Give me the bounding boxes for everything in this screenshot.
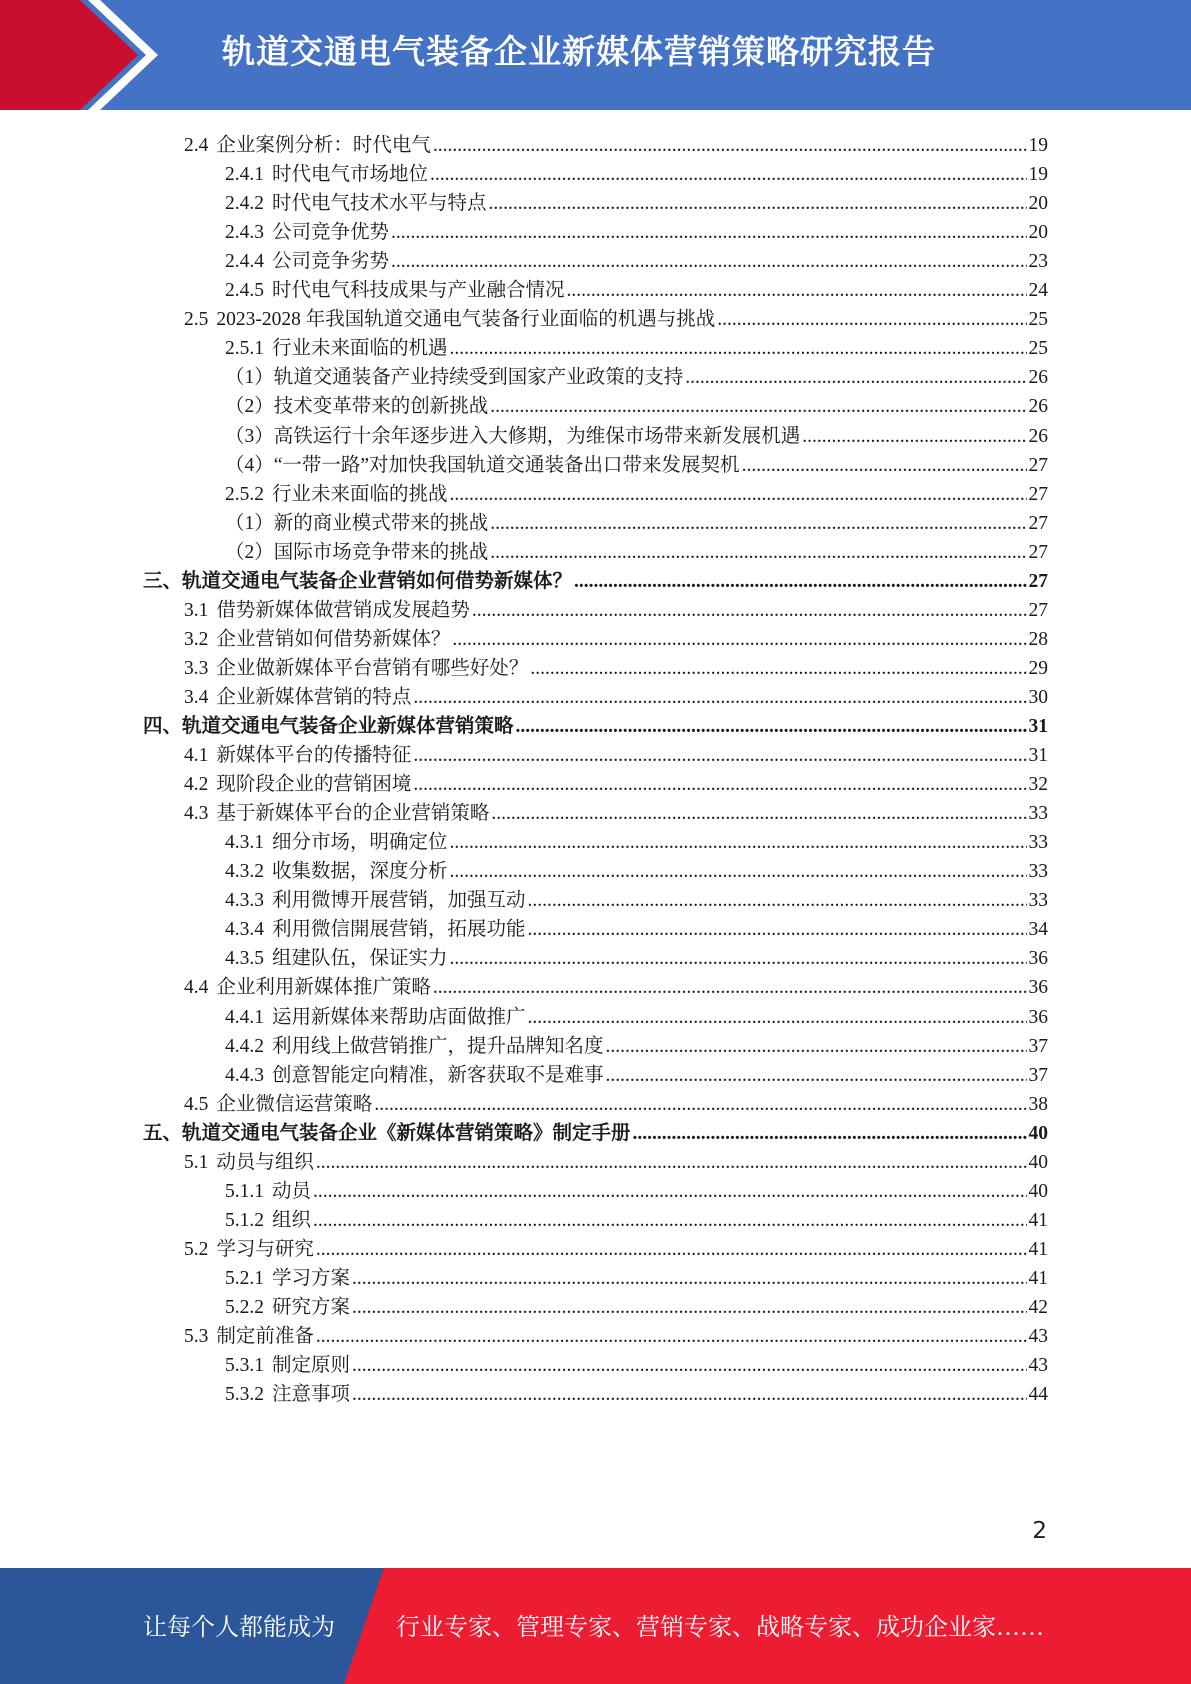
toc-entry[interactable]: [225, 388, 1048, 419]
toc-entry-page: 38: [1028, 1093, 1048, 1115]
toc-dot-leader: [802, 425, 1026, 449]
page-number: 2: [1032, 1518, 1047, 1544]
toc-entry-number: 4.3.5: [225, 948, 264, 970]
toc-entry-page: 27: [1028, 483, 1048, 505]
toc-entry-title: 利用线上做营销推广，提升品牌知名度: [272, 1035, 604, 1057]
toc-entry-title: 基于新媒体平台的企业营销策略: [216, 803, 490, 825]
toc-entry-number: 5.3.1: [225, 1355, 264, 1377]
toc-entry-number: 4.4.1: [225, 1006, 264, 1028]
toc-entry-page: 26: [1028, 396, 1048, 418]
toc-entry[interactable]: [225, 1289, 1048, 1320]
toc-entry-number: 3.2: [184, 628, 209, 650]
toc-entry-page: 40: [1028, 1151, 1048, 1173]
toc-entry-title: 制定前准备: [216, 1326, 314, 1348]
toc-entry[interactable]: [184, 592, 1048, 623]
toc-entry[interactable]: [225, 1260, 1048, 1291]
toc-entry-number: 2.4.1: [225, 164, 264, 186]
toc-entry[interactable]: [225, 214, 1048, 245]
toc-entry-page: 37: [1028, 1035, 1048, 1057]
toc-dot-leader: [413, 773, 1026, 797]
toc-entry-title: 创意智能定向精准，新客获取不是难事: [272, 1064, 604, 1086]
toc-dot-leader: [489, 192, 1027, 216]
toc-entry-title: 学习方案: [272, 1267, 351, 1289]
toc-dot-leader: [313, 1209, 1026, 1233]
toc-entry-number: 四、: [143, 716, 183, 737]
toc-entry-title: 运用新媒体来帮助店面做推广: [272, 1006, 526, 1028]
toc-entry[interactable]: [184, 1231, 1048, 1262]
toc-entry-title: 注意事项: [272, 1384, 351, 1406]
toc-entry[interactable]: [225, 824, 1048, 855]
toc-entry[interactable]: [225, 505, 1048, 536]
toc-entry-page: 27: [1028, 454, 1048, 476]
toc-entry[interactable]: [225, 853, 1048, 884]
toc-entry-title: 公司竞争优势: [272, 222, 390, 244]
toc-dot-leader: [352, 1383, 1026, 1407]
toc-entry-title: 时代电气市场地位: [272, 164, 429, 186]
toc-entry-title: 轨道交通电气装备企业新媒体营销策略: [182, 716, 514, 737]
toc-dot-leader: [490, 541, 1026, 565]
report-title: 轨道交通电气装备企业新媒体营销策略研究报告: [222, 32, 936, 71]
toc-entry-title: 企业新媒体营销的特点: [216, 686, 412, 708]
toc-entry-page: 36: [1028, 977, 1048, 999]
toc-entry-number: 4.3: [184, 803, 209, 825]
toc-entry[interactable]: [225, 1347, 1048, 1378]
toc-entry-page: 29: [1028, 657, 1048, 679]
toc-entry[interactable]: [225, 272, 1048, 303]
toc-entry-number: 3.3: [184, 657, 209, 679]
toc-entry-title: （4）“一带一路”对加快我国轨道交通装备出口带来发展契机: [225, 454, 740, 476]
toc-dot-leader: [316, 1151, 1027, 1175]
toc-entry-page: 20: [1028, 222, 1048, 244]
toc-entry-number: 2.4.3: [225, 222, 264, 244]
toc-entry[interactable]: [143, 1115, 1048, 1146]
toc-entry-page: 26: [1028, 425, 1048, 447]
toc-dot-leader: [633, 1122, 1027, 1146]
toc-entry-page: 27: [1028, 599, 1048, 621]
toc-entry-page: 25: [1028, 309, 1048, 331]
toc-entry-page: 33: [1028, 861, 1048, 883]
toc-entry-page: 44: [1028, 1384, 1048, 1406]
toc-entry[interactable]: [184, 766, 1048, 797]
toc-entry-page: 24: [1028, 280, 1048, 302]
toc-entry[interactable]: [184, 127, 1048, 158]
footer-slogan-right: 行业专家、管理专家、营销专家、战略专家、成功企业家……: [396, 1615, 1044, 1641]
toc-dot-leader: [452, 628, 1026, 652]
toc-dot-leader: [742, 454, 1027, 478]
toc-dot-leader: [433, 976, 1027, 1000]
toc-entry-number: 五、: [143, 1122, 183, 1144]
toc-dot-leader: [516, 715, 1027, 739]
toc-dot-leader: [374, 1093, 1026, 1117]
page-header: [0, 0, 1191, 110]
toc-dot-leader: [352, 1296, 1026, 1320]
toc-dot-leader: [574, 570, 1026, 594]
toc-entry-page: 32: [1028, 774, 1048, 796]
toc-entry-title: 行业未来面临的挑战: [272, 483, 448, 505]
toc-entry-number: 4.3.3: [225, 890, 264, 912]
toc-entry-page: 41: [1028, 1238, 1048, 1260]
toc-entry-title: 企业案例分析：时代电气: [216, 135, 431, 156]
toc-entry[interactable]: [225, 1376, 1048, 1407]
toc-dot-leader: [528, 1006, 1027, 1030]
toc-dot-leader: [316, 1238, 1027, 1262]
toc-entry-number: 5.3.2: [225, 1384, 264, 1406]
toc-entry-number: 2.5: [184, 309, 209, 331]
toc-entry-title: 行业未来面临的机遇: [272, 338, 448, 360]
toc-dot-leader: [528, 918, 1027, 942]
toc-dot-leader: [430, 163, 1026, 187]
toc-entry-page: 30: [1028, 686, 1048, 708]
toc-entry-page: 42: [1028, 1297, 1048, 1318]
toc-entry-page: 19: [1028, 135, 1048, 156]
toc-entry-page: 31: [1028, 745, 1048, 767]
toc-entry-title: 组织: [272, 1209, 312, 1231]
toc-entry[interactable]: [225, 999, 1048, 1030]
toc-entry-page: 20: [1028, 193, 1048, 215]
toc-entry-title: 新媒体平台的传播特征: [216, 745, 412, 767]
toc-entry[interactable]: [184, 1086, 1048, 1117]
toc-dot-leader: [490, 512, 1026, 536]
toc-entry-number: 4.1: [184, 745, 209, 767]
toc-entry-page: 28: [1028, 628, 1048, 650]
toc-entry[interactable]: [225, 243, 1048, 274]
toc-entry-number: 三、: [143, 570, 183, 592]
toc-entry-title: 动员: [272, 1180, 312, 1202]
toc-entry-page: 40: [1028, 1122, 1048, 1144]
toc-dot-leader: [606, 1064, 1027, 1088]
toc-entry-number: 3.4: [184, 686, 209, 708]
toc-entry-title: （1）新的商业模式带来的挑战: [225, 512, 489, 534]
toc-entry-number: 5.1.1: [225, 1180, 264, 1202]
toc-entry-number: 4.5: [184, 1093, 209, 1115]
toc-dot-leader: [490, 395, 1026, 419]
toc-entry[interactable]: [225, 447, 1048, 478]
toc-dot-leader: [567, 279, 1027, 303]
toc-dot-leader: [450, 483, 1027, 507]
toc-entry-number: 2.4: [184, 135, 209, 156]
toc-entry-number: 4.3.4: [225, 919, 264, 941]
header-red-arrow: [0, 0, 150, 110]
toc-dot-leader: [450, 860, 1027, 884]
toc-entry-number: 2.4.4: [225, 251, 264, 273]
toc-entry-title: 学习与研究: [216, 1238, 314, 1260]
toc-entry-number: 4.4: [184, 977, 209, 999]
toc-entry-number: 4.4.2: [225, 1035, 264, 1057]
toc-entry-title: 轨道交通电气装备企业《新媒体营销策略》制定手册: [182, 1122, 631, 1144]
toc-entry-title: 动员与组织: [216, 1151, 314, 1173]
toc-entry[interactable]: [225, 476, 1048, 507]
toc-entry-title: （3）高铁运行十余年逐步进入大修期，为维保市场带来新发展机遇: [225, 425, 801, 447]
toc-entry-page: 41: [1028, 1267, 1048, 1289]
toc-dot-leader: [391, 221, 1026, 245]
toc-dot-leader: [352, 1267, 1026, 1291]
toc-entry-title: （2）技术变革带来的创新挑战: [225, 396, 489, 418]
toc-entry[interactable]: [225, 534, 1048, 565]
toc-entry-title: 时代电气科技成果与产业融合情况: [272, 280, 565, 302]
toc-entry-page: 25: [1028, 338, 1048, 360]
toc-dot-leader: [413, 744, 1026, 768]
toc-dot-leader: [391, 250, 1026, 274]
toc-entry[interactable]: [225, 940, 1048, 971]
toc-entry-number: 5.1.2: [225, 1209, 264, 1231]
toc-dot-leader: [685, 366, 1026, 390]
toc-entry[interactable]: [225, 1057, 1048, 1088]
toc-entry-title: 企业营销如何借势新媒体？: [216, 628, 451, 650]
toc-entry-title: 收集数据，深度分析: [272, 861, 448, 883]
toc-entry-page: 33: [1028, 832, 1048, 854]
toc-entry[interactable]: [143, 708, 1048, 739]
toc-entry[interactable]: [225, 882, 1048, 913]
toc-entry-page: 19: [1028, 164, 1048, 186]
toc-entry[interactable]: [225, 1173, 1048, 1204]
toc-entry-number: 4.3.2: [225, 861, 264, 883]
toc-dot-leader: [316, 1325, 1027, 1349]
toc-dot-leader: [352, 1354, 1026, 1378]
toc-entry[interactable]: [184, 969, 1048, 1000]
toc-entry-number: 4.4.3: [225, 1064, 264, 1086]
toc-entry-title: 轨道交通电气装备企业营销如何借势新媒体？: [182, 570, 573, 592]
toc-entry[interactable]: [225, 911, 1048, 942]
toc-dot-leader: [313, 1180, 1026, 1204]
toc-entry-number: 5.1: [184, 1151, 209, 1173]
toc-entry-title: 研究方案: [272, 1297, 351, 1318]
toc-entry-page: 37: [1028, 1064, 1048, 1086]
toc-entry-page: 26: [1028, 367, 1048, 389]
toc-entry-title: 企业微信运营策略: [216, 1093, 373, 1115]
toc-entry-number: 4.2: [184, 774, 209, 796]
toc-dot-leader: [530, 657, 1026, 681]
toc-entry-number: 5.2.2: [225, 1297, 264, 1318]
toc-entry-number: 5.2.1: [225, 1267, 264, 1289]
toc-entry-number: 4.3.1: [225, 832, 264, 854]
toc-entry[interactable]: [184, 301, 1048, 332]
toc-entry-page: 43: [1028, 1326, 1048, 1348]
toc-entry-title: 制定原则: [272, 1355, 351, 1377]
toc-entry-number: 5.2: [184, 1238, 209, 1260]
toc-entry[interactable]: [225, 359, 1048, 390]
toc-entry-page: 33: [1028, 890, 1048, 912]
toc-dot-leader: [491, 802, 1026, 826]
toc-entry-title: 公司竞争劣势: [272, 251, 390, 273]
toc-dot-leader: [413, 686, 1026, 710]
toc-dot-leader: [450, 337, 1027, 361]
toc-dot-leader: [450, 831, 1027, 855]
toc-entry-number: 2.4.5: [225, 280, 264, 302]
toc-entry-title: 利用微信開展营销，拓展功能: [272, 919, 526, 941]
toc-entry-page: 43: [1028, 1355, 1048, 1377]
toc-entry[interactable]: [184, 621, 1048, 652]
toc-entry-page: 41: [1028, 1209, 1048, 1231]
toc-entry-title: 利用微博开展营销，加强互动: [272, 890, 526, 912]
toc-entry[interactable]: [225, 185, 1048, 216]
toc-dot-leader: [528, 889, 1027, 913]
toc-entry-number: 5.3: [184, 1326, 209, 1348]
toc-entry-page: 40: [1028, 1180, 1048, 1202]
toc-dot-leader: [717, 308, 1026, 332]
toc-entry[interactable]: [225, 330, 1048, 361]
toc-entry[interactable]: [143, 563, 1048, 594]
toc-entry-title: （2）国际市场竞争带来的挑战: [225, 541, 489, 563]
toc-entry[interactable]: [184, 650, 1048, 681]
toc-entry-title: 组建队伍，保证实力: [272, 948, 448, 970]
toc-entry-title: 企业利用新媒体推广策略: [216, 977, 431, 999]
toc-entry[interactable]: [184, 795, 1048, 826]
toc-dot-leader: [606, 1035, 1027, 1059]
toc-entry-title: 借势新媒体做营销成发展趋势: [216, 599, 470, 621]
toc-entry-page: 27: [1028, 541, 1048, 563]
toc-entry-page: 36: [1028, 1006, 1048, 1028]
toc-entry-title: 2023-2028 年我国轨道交通电气装备行业面临的机遇与挑战: [216, 309, 716, 331]
toc-entry[interactable]: [225, 1202, 1048, 1233]
toc-entry-page: 27: [1028, 512, 1048, 534]
toc-entry-title: 企业做新媒体平台营销有哪些好处？: [216, 657, 529, 679]
toc-entry[interactable]: [225, 1028, 1048, 1059]
toc-entry-number: 3.1: [184, 599, 209, 621]
toc-entry-page: 23: [1028, 251, 1048, 273]
toc-entry[interactable]: [184, 1318, 1048, 1349]
toc-dot-leader: [433, 134, 1027, 158]
toc-entry-number: 2.5.1: [225, 338, 264, 360]
toc-entry[interactable]: [225, 156, 1048, 187]
toc-entry[interactable]: [184, 679, 1048, 710]
toc-dot-leader: [472, 599, 1027, 623]
toc-entry-page: 36: [1028, 948, 1048, 970]
toc-entry-title: 细分市场，明确定位: [272, 832, 448, 854]
toc-entry-title: 现阶段企业的营销困境: [216, 774, 412, 796]
toc-dot-leader: [450, 947, 1027, 971]
toc-entry-page: 27: [1028, 570, 1048, 592]
toc-entry-number: 2.5.2: [225, 483, 264, 505]
toc-entry[interactable]: [184, 1144, 1048, 1175]
toc-entry-page: 31: [1028, 716, 1048, 737]
toc-entry-number: 2.4.2: [225, 193, 264, 215]
toc-entry-page: 33: [1028, 803, 1048, 825]
toc-entry-page: 34: [1028, 919, 1048, 941]
footer-slogan-left: 让每个人都能成为: [143, 1615, 335, 1641]
toc-entry-title: （1）轨道交通装备产业持续受到国家产业政策的支持: [225, 367, 684, 389]
toc-entry-title: 时代电气技术水平与特点: [272, 193, 487, 215]
page-footer: [0, 1568, 1191, 1684]
toc-entry[interactable]: [184, 737, 1048, 768]
toc-entry[interactable]: [225, 418, 1048, 449]
